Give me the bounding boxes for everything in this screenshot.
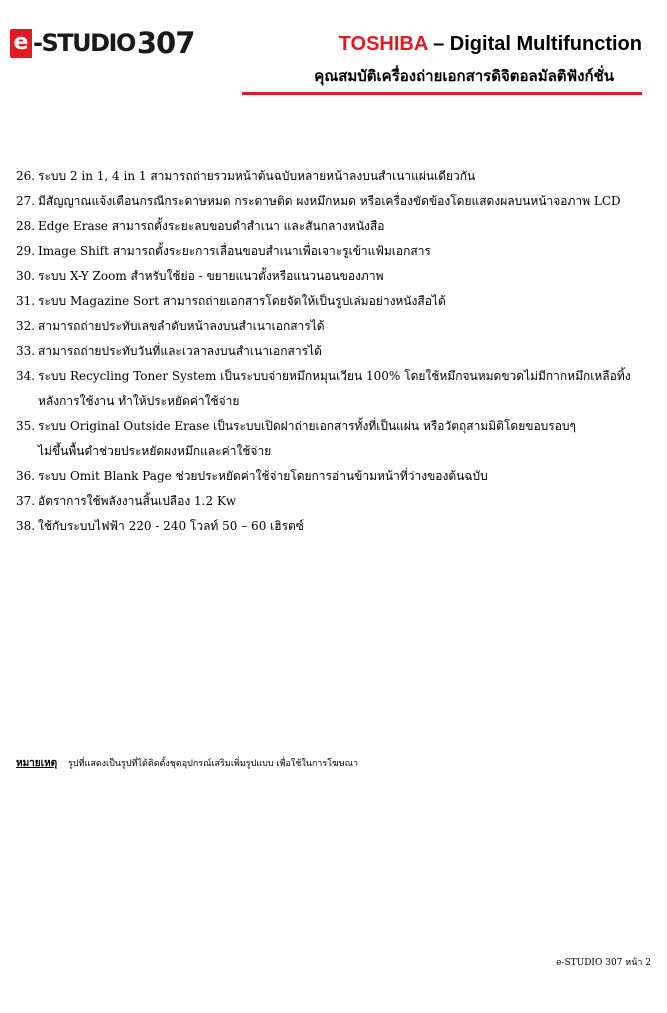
note-label: หมายเหตุ bbox=[16, 758, 58, 769]
spec-text bbox=[38, 339, 656, 364]
spec-item bbox=[16, 239, 656, 264]
spec-item bbox=[16, 339, 656, 364]
spec-line: ใช้กับระบบไฟฟ้า 220 - 240 โวลท์ 50 – 60 เฮิรตซ์ bbox=[38, 519, 304, 533]
header-subtitle: คุณสมบัติเครื่องถ่ายเอกสารดิจิตอลมัลติฟังก์ชั่น bbox=[314, 67, 614, 85]
spec-line: Edge Erase สามารถตั้งระยะลบขอบดำสำเนา และสันกลางหนังสือ bbox=[38, 219, 385, 233]
spec-list bbox=[16, 164, 656, 539]
spec-line: มีสัญญาณแจ้งเตือนกรณีกระดาษหมด กระดาษติด ผงหมึกหมด หรือเครื่องขัดข้องโดยแสดงผลบนหน้าจอภาพ LCD bbox=[38, 194, 621, 208]
spec-number: 37. bbox=[16, 494, 36, 508]
spec-number: 31. bbox=[16, 294, 36, 308]
spec-item bbox=[16, 289, 656, 314]
spec-line: สามารถถ่ายประทับเลขลำดับหน้าลงบนสำเนาเอกสารได้ bbox=[38, 319, 325, 333]
spec-item bbox=[16, 189, 656, 214]
spec-line: ระบบ Magazine Sort สามารถถ่ายเอกสารโดยจัดให้เป็นรูปเล่มอย่างหนังสือได้ bbox=[38, 294, 446, 308]
spec-line: ระบบ Omit Blank Page ช่วยประหยัดค่าใช้จ่ายโดยการอ่านข้ามหน้าที่ว่างของต้นฉบับ bbox=[38, 469, 488, 483]
spec-text bbox=[38, 289, 656, 314]
spec-line: สามารถถ่ายประทับวันที่และเวลาลงบนสำเนาเอกสารได้ bbox=[38, 344, 322, 358]
spec-item bbox=[16, 364, 656, 414]
note-text: รูปที่แสดงเป็นรูปที่ได้ติดตั้งชุดอุปกรณ์เสริมเพิ่มรูปแบบ เพื่อใช้ในการโฆษณา bbox=[68, 759, 359, 769]
logo-number: 307 bbox=[136, 26, 195, 60]
spec-text bbox=[38, 489, 656, 514]
logo-mark: e bbox=[10, 29, 32, 58]
spec-number: 30. bbox=[16, 269, 36, 283]
page-footer: e-STUDIO 307 หน้า 2 bbox=[556, 958, 651, 968]
header-divider bbox=[242, 92, 642, 95]
spec-number: 27. bbox=[16, 194, 36, 208]
spec-text bbox=[38, 239, 656, 264]
spec-line: หลังการใช้งาน ทำให้ประหยัดค่าใช้จ่าย bbox=[38, 394, 240, 408]
spec-line: อัตราการใช้พลังงานสิ้นเปลือง 1.2 Kw bbox=[38, 494, 237, 508]
spec-line: ระบบ X-Y Zoom สำหรับใช้ย่อ - ขยายแนวตั้งหรือแนวนอนของภาพ bbox=[38, 269, 384, 283]
spec-text bbox=[38, 189, 656, 214]
spec-item bbox=[16, 214, 656, 239]
spec-text bbox=[38, 214, 656, 239]
header-title bbox=[339, 33, 642, 56]
spec-item bbox=[16, 314, 656, 339]
spec-number: 34. bbox=[16, 369, 36, 383]
spec-number: 32. bbox=[16, 319, 36, 333]
spec-text bbox=[38, 514, 656, 539]
spec-line: ระบบ 2 in 1, 4 in 1 สามารถถ่ายรวมหน้าต้นฉบับหลายหน้าลงบนสำเนาแผ่นเดียวกัน bbox=[38, 169, 476, 183]
spec-line: ระบบ Original Outside Erase เป็นระบบเปิดฝาถ่ายเอกสารทั้งที่เป็นแผ่น หรือวัตถุสามมิติโดยขอบรอบๆ bbox=[38, 419, 576, 433]
brand-name: TOSHIBA bbox=[338, 33, 428, 55]
spec-item bbox=[16, 514, 656, 539]
logo-word: -STUDIO bbox=[33, 29, 135, 57]
spec-number: 35. bbox=[16, 419, 36, 433]
product-logo bbox=[10, 26, 194, 60]
header-title-rest: – Digital Multifunction bbox=[427, 33, 642, 55]
spec-item bbox=[16, 164, 656, 189]
spec-line: Image Shift สามารถตั้งระยะการเลื่อนขอบสำเนาเพื่อเจาะรูเข้าแฟ้มเอกสาร bbox=[38, 244, 431, 258]
spec-number: 33. bbox=[16, 344, 36, 358]
spec-number: 29. bbox=[16, 244, 36, 258]
spec-line: ไม่ขึ้นพื้นดำช่วยประหยัดผงหมึกและค่าใช้จ่าย bbox=[38, 444, 272, 458]
spec-text bbox=[38, 264, 656, 289]
spec-item bbox=[16, 464, 656, 489]
spec-item bbox=[16, 414, 656, 464]
spec-text bbox=[38, 364, 656, 414]
footnote bbox=[16, 756, 358, 771]
spec-text bbox=[38, 314, 656, 339]
spec-number: 36. bbox=[16, 469, 36, 483]
spec-number: 28. bbox=[16, 219, 36, 233]
spec-item bbox=[16, 489, 656, 514]
spec-number: 38. bbox=[16, 519, 36, 533]
spec-text bbox=[38, 464, 656, 489]
spec-text bbox=[38, 414, 656, 464]
spec-item bbox=[16, 264, 656, 289]
spec-number: 26. bbox=[16, 169, 36, 183]
spec-text bbox=[38, 164, 656, 189]
spec-line: ระบบ Recycling Toner System เป็นระบบจ่ายหมึกหมุนเวียน 100% โดยใช้หมึกจนหมดขวดไม่มีกากหมึกเหลือทิ้ง bbox=[38, 369, 631, 383]
